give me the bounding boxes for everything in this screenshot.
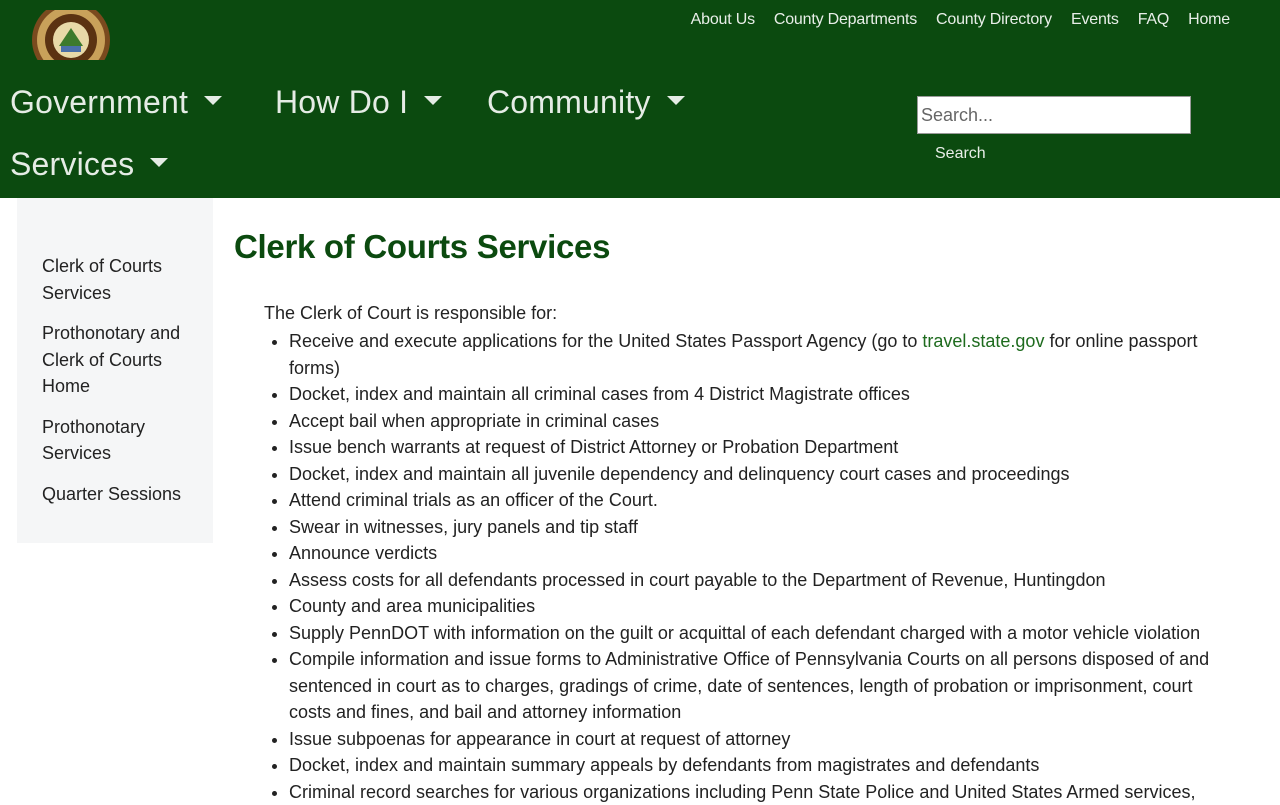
county-departments-link[interactable]: County Departments (774, 9, 917, 31)
list-item: • Supply PennDOT with information on the guilt or acquittal of each defendant charged with a motor vehicle violation (289, 620, 1229, 647)
nav-government-label: Government (10, 84, 188, 120)
nav-community-dropdown[interactable] (487, 80, 685, 124)
list-item (289, 328, 1229, 381)
sidebar-item-prothonotary-clerk-home[interactable]: Prothonotary and Clerk of Courts Home (42, 320, 202, 400)
main-content (234, 224, 1234, 805)
duties-list (264, 328, 1229, 805)
chevron-down-icon (667, 96, 685, 105)
duty-text-before: Receive and execute applications for the United States Passport Agency (go to (289, 331, 922, 351)
nav-how-do-i-dropdown[interactable] (275, 80, 442, 124)
chevron-down-icon (204, 96, 222, 105)
list-item: • Criminal record searches for various organizations including Penn State Police and United States Armed services, (289, 779, 1229, 805)
about-us-link[interactable]: About Us (691, 9, 755, 31)
list-item: • County and area municipalities (289, 593, 1229, 620)
sidebar-item-clerk-of-courts-services[interactable]: Clerk of Courts Services (42, 253, 202, 306)
sidebar-item (42, 253, 213, 306)
list-item: • Docket, index and maintain all juvenile dependency and delinquency court cases and proceedings (289, 461, 1229, 488)
sidebar-item (42, 320, 213, 400)
site-header (0, 0, 1280, 198)
utility-nav (672, 9, 1230, 31)
nav-services-label: Services (10, 146, 134, 182)
intro-text: The Clerk of Court is responsible for: (264, 300, 1234, 326)
sidebar-item-quarter-sessions[interactable]: Quarter Sessions (42, 481, 202, 508)
faq-link[interactable]: FAQ (1138, 9, 1169, 31)
search-button[interactable]: Search (935, 145, 986, 163)
travel-state-gov-link[interactable]: travel.state.gov (922, 331, 1044, 351)
list-item: • Issue subpoenas for appearance in court at request of attorney (289, 726, 1229, 753)
list-item: • Issue bench warrants at request of District Attorney or Probation Department (289, 434, 1229, 461)
duty-text-after: for online passport forms) (289, 331, 1198, 378)
list-item: • Compile information and issue forms to Administrative Office of Pennsylvania Courts on all persons disposed of and sentenced in court as to charges, gradings of crime, date of sentences, length of probation or imprisonment, court costs and fines, and bail and attorney information (289, 646, 1229, 726)
sidebar-item (42, 481, 213, 508)
nav-services-dropdown[interactable] (10, 142, 168, 186)
events-link[interactable]: Events (1071, 9, 1119, 31)
sidebar-list (17, 198, 213, 507)
list-item: • Assess costs for all defendants processed in court payable to the Department of Revenue, Huntingdon (289, 567, 1229, 594)
nav-community-label: Community (487, 84, 651, 120)
list-item: • Docket, index and maintain summary appeals by defendants from magistrates and defendants (289, 752, 1229, 779)
sidebar-item-prothonotary-services[interactable]: Prothonotary Services (42, 414, 202, 467)
nav-government-dropdown[interactable] (10, 80, 222, 124)
nav-how-do-i-label: How Do I (275, 84, 408, 120)
sidebar-item (42, 414, 213, 467)
county-seal-icon[interactable] (31, 10, 111, 60)
chevron-down-icon (150, 158, 168, 167)
list-item: • Announce verdicts (289, 540, 1229, 567)
list-item: • Swear in witnesses, jury panels and tip staff (289, 514, 1229, 541)
chevron-down-icon (424, 96, 442, 105)
sidebar (17, 198, 213, 543)
home-link[interactable]: Home (1188, 9, 1230, 31)
list-item: • Attend criminal trials as an officer of the Court. (289, 487, 1229, 514)
page-title: Clerk of Courts Services (234, 224, 1234, 270)
list-item: • Docket, index and maintain all criminal cases from 4 District Magistrate offices (289, 381, 1229, 408)
county-directory-link[interactable]: County Directory (936, 9, 1052, 31)
search-input[interactable] (917, 96, 1191, 134)
list-item: • Accept bail when appropriate in criminal cases (289, 408, 1229, 435)
